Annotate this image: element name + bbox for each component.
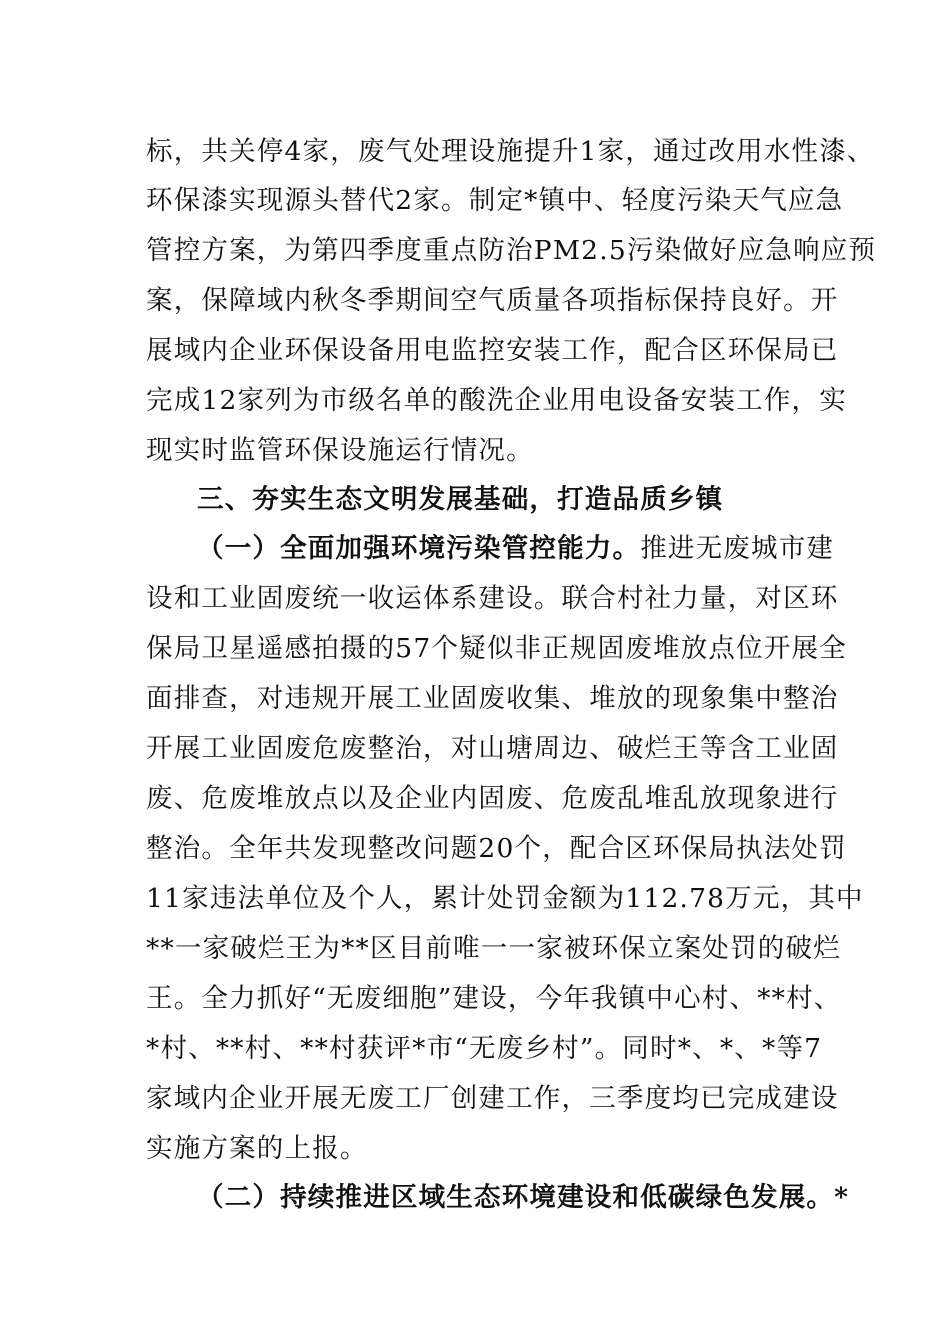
subsection-1-first-line [197, 529, 837, 569]
paragraph-line: 实施方案的上报。 [146, 1133, 368, 1164]
paragraph-line: 环保漆实现源头替代2家。制定*镇中、轻度污染天气应急 [146, 185, 844, 216]
paragraph-line: 开展工业固废危废整治，对山塘周边、破烂王等含工业固 [146, 733, 839, 764]
paragraph-line: 案，保障域内秋冬季期间空气质量各项指标保持良好。开 [146, 285, 839, 316]
paragraph-line: 11家违法单位及个人，累计处罚金额为112.78万元，其中 [146, 883, 864, 914]
paragraph-line: 展域内企业环保设备用电监控安装工作，配合区环保局已 [146, 335, 839, 366]
paragraph-line: 设和工业固废统一收运体系建设。联合村社力量，对区环 [146, 583, 839, 614]
paragraph-line: **一家破烂王为**区目前唯一一家被环保立案处罚的破烂 [146, 933, 841, 964]
section-heading: 三、夯实生态文明发展基础，打造品质乡镇 [197, 484, 724, 515]
subsection-1-text: 推进无废城市建 [640, 533, 835, 564]
paragraph-line: 整治。全年共发现整改问题20个，配合区环保局执法处罚 [146, 833, 847, 864]
paragraph-line: 标，共关停4家，废气处理设施提升1家，通过改用水性漆、 [146, 136, 875, 167]
paragraph-line: 王。全力抓好“无废细胞”建设，今年我镇中心村、**村、 [146, 983, 842, 1014]
paragraph-line: 废、危废堆放点以及企业内固废、危废乱堆乱放现象进行 [146, 783, 839, 814]
paragraph-line: 保局卫星遥感拍摄的57个疑似非正规固废堆放点位开展全 [146, 633, 847, 664]
paragraph-line: 完成12家列为市级名单的酸洗企业用电设备安装工作，实 [146, 385, 847, 416]
paragraph-line: 家域内企业开展无废工厂创建工作，三季度均已完成建设 [146, 1083, 839, 1114]
subsection-2-heading: （二）持续推进区域生态环境建设和低碳绿色发展。* [197, 1182, 850, 1213]
paragraph-line: 面排查，对违规开展工业固废收集、堆放的现象集中整治 [146, 683, 839, 714]
paragraph-line: 管控方案，为第四季度重点防治PM2.5污染做好应急响应预 [146, 235, 877, 266]
paragraph-line: 现实时监管环保设施运行情况。 [146, 435, 534, 466]
subsection-1-heading: （一）全面加强环境污染管控能力。 [197, 533, 641, 564]
paragraph-line: *村、**村、**村获评*市“无废乡村”。同时*、*、*等7 [146, 1033, 823, 1064]
